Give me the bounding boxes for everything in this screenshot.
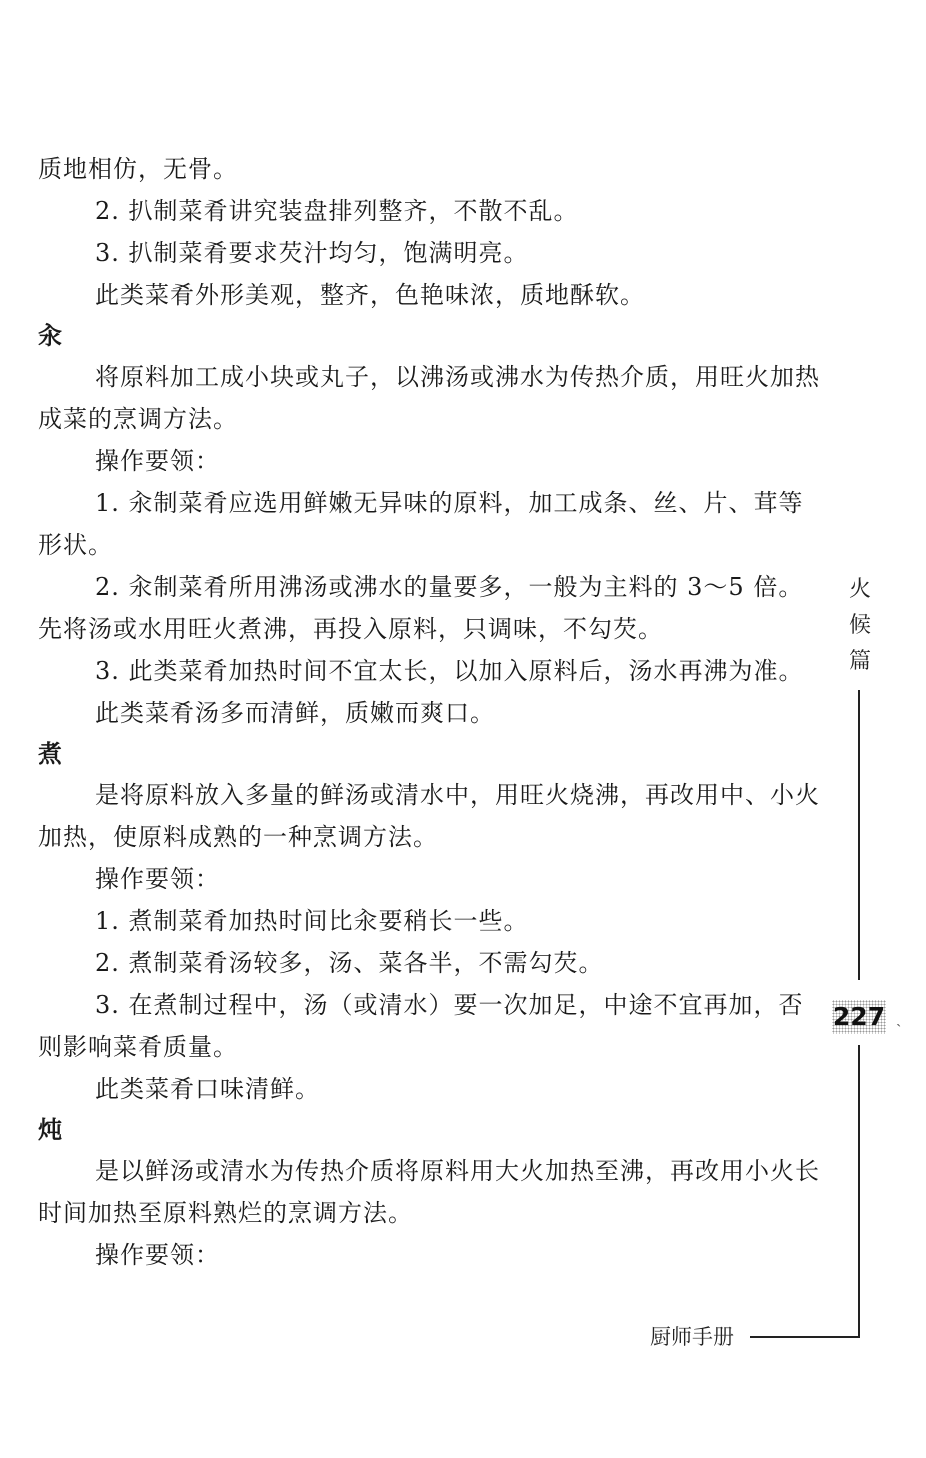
section-heading: 炖: [38, 1116, 62, 1144]
running-footer: 厨师手册: [650, 1325, 734, 1349]
paragraph: 2. 煮制菜肴汤较多，汤、菜各半，不需勾芡。: [95, 949, 604, 977]
paragraph: 此类菜肴汤多而清鲜，质嫩而爽口。: [95, 699, 495, 727]
paragraph: 1. 煮制菜肴加热时间比汆要稍长一些。: [95, 907, 529, 935]
side-tab-char: 火: [848, 577, 871, 602]
paragraph: 操作要领：: [95, 865, 220, 893]
page-number: 227: [832, 1000, 886, 1034]
section-heading: 煮: [38, 740, 62, 768]
paragraph: 3. 扒制菜肴要求芡汁均匀，饱满明亮。: [95, 239, 529, 267]
paragraph: 将原料加工成小块或丸子，以沸汤或沸水为传热介质，用旺火加热成菜的烹调方法。: [38, 363, 820, 433]
paragraph: 3. 在煮制过程中，汤（或清水）要一次加足，中途不宜再加，否则影响菜肴质量。: [38, 991, 804, 1061]
paragraph: 质地相仿，无骨。: [38, 155, 238, 183]
paragraph: 此类菜肴外形美观，整齐，色艳味浓，质地酥软。: [95, 281, 645, 309]
side-tab-char: 篇: [848, 649, 871, 674]
paragraph: 此类菜肴口味清鲜。: [95, 1075, 320, 1103]
paragraph: 操作要领：: [95, 447, 220, 475]
paragraph: 3. 此类菜肴加热时间不宜太长，以加入原料后，汤水再沸为准。: [95, 657, 804, 685]
margin-rule-upper: [858, 690, 860, 980]
paragraph: 1. 汆制菜肴应选用鲜嫩无异味的原料，加工成条、丝、片、茸等形状。: [38, 489, 804, 559]
paragraph: 是以鲜汤或清水为传热介质将原料用大火加热至沸，再改用小火长时间加热至原料熟烂的烹调方法。: [38, 1157, 820, 1227]
page-body: [38, 148, 823, 1276]
paragraph: 操作要领：: [95, 1241, 220, 1269]
paragraph: 2. 汆制菜肴所用沸汤或沸水的量要多，一般为主料的 3～5 倍。先将汤或水用旺火煮沸，再投入原料，只调味，不勾芡。: [38, 573, 804, 643]
paragraph: 是将原料放入多量的鲜汤或清水中，用旺火烧沸，再改用中、小火加热，使原料成熟的一种烹调方法。: [38, 781, 820, 851]
footer-rule: [750, 1336, 860, 1338]
chapter-side-tab: [845, 572, 875, 680]
margin-mark: ˴: [896, 1013, 902, 1032]
margin-rule-lower: [858, 1045, 860, 1337]
side-tab-char: 候: [848, 613, 871, 638]
paragraph: 2. 扒制菜肴讲究装盘排列整齐，不散不乱。: [95, 197, 579, 225]
section-heading: 汆: [38, 322, 62, 350]
